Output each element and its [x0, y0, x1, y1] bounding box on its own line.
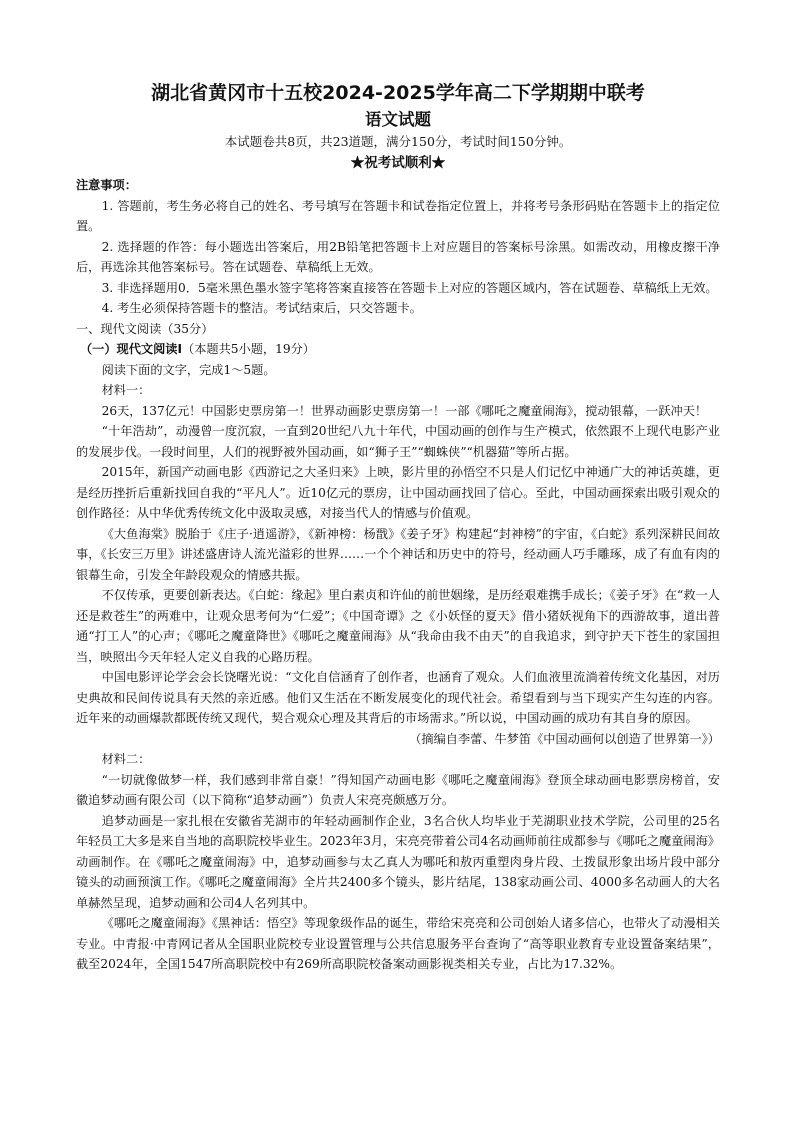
material-paragraph: 追梦动画是一家扎根在安徽省芜湖市的年轻动画制作企业，3名合伙人均毕业于芜湖职业技术学院，公司里的25名年轻员工大多是来自当地的高职院校毕业生。2023年3月，宋亮亮带着公司4名动画师前往成都参与《哪吒之魔童闹海》动画制作。在《哪吒之魔童闹海》中，追梦动画参与太乙真人为哪吒和敖丙重塑肉身片段、土拨鼠形象出场片段中部分镜头的动画预演工作。《哪吒之魔童闹海》全片共2400多个镜头，影片结尾，138家动画公司、4000多名动画人的大名单赫然呈现，追梦动画和公司4人名列其中。 — [76, 813, 720, 910]
notice-item: 3. 非选择题用0．5毫米黑色墨水签字笔将答案直接答在答题卡上对应的答题区域内，答在试题卷、草稿纸上无效。 — [101, 280, 718, 295]
notice-item: 4. 考生必须保持答题卡的整洁。考试结束后，只交答题卡。 — [101, 301, 422, 315]
material-paragraph: “一切就像做梦一样，我们感到非常自豪！”得知国产动画电影《哪吒之魔童闹海》登顶全球动画电影票房榜首，安徽追梦动画有限公司（以下简称“追梦动画”）负责人宋亮亮颇感万分。 — [76, 772, 720, 807]
material-paragraph: 2015年，新国产动画电影《西游记之大圣归来》上映，影片里的孙悟空不只是人们记忆中神通广大的神话英雄，更是经历挫折后重新找回自我的“平凡人”。近10亿元的票房，让中国动画找回了信心。至此，中国动画探索出吸引观众的创作路径：从中华优秀传统文化中汲取灵感，对接当代人的情感与价值观。 — [76, 465, 720, 520]
material-label: 材料一： — [101, 383, 151, 397]
material-paragraph: 不仅传承，更要创新表达。《白蛇：缘起》里白素贞和许仙的前世姻缘，是历经艰难携手成长；《姜子牙》在“救一人还是救苍生”的两难中，让观众思考何为“仁爱”；《中国奇谭》之《小妖怪的夏天》借小猪妖视角下的西游故事，道出普通“打工人”的心声；《哪吒之魔童降世》《哪吒之魔童闹海》从“我命由我不由天”的自我追求，到守护天下苍生的家国担当，映照出今天年轻人定义自我的心路历程。 — [76, 588, 720, 664]
exam-info: 本试题卷共8页，共23道题，满分150分，考试时间150分钟。 — [224, 134, 572, 149]
material-label: 材料二： — [101, 752, 151, 766]
material-source: （摘编自李蕾、牛梦笛《中国动画何以创造了世界第一》） — [409, 731, 720, 746]
material-paragraph: 26天，137亿元！中国影史票房第一！世界动画影史票房第一！一部《哪吒之魔童闹海》，搅动银幕，一跃冲天！ — [101, 403, 708, 418]
subsection-note: （本题共5小题，19分） — [182, 342, 315, 356]
material-paragraph: 中国电影评论学会会长饶曙光说：“文化自信涵育了创作者，也涵育了观众。人们血液里流淌着传统文化基因，对历史典故和民间传说具有天然的亲近感。他们又生活在不断发展变化的现代社会。希望看到与当下现实产生勾连的内容。近年来的动画爆款都既传统又现代，契合观众心理及其背后的市场需求。”所以说，中国动画的成功有其自身的原因。 — [76, 670, 720, 725]
notice-heading: 注意事项： — [76, 178, 137, 192]
notice-item: 2. 选择题的作答：每小题选出答案后，用2B铅笔把答题卡上对应题目的答案标号涂黑。如需改动，用橡皮擦干净后，再选涂其他答案标号。答在试题卷、草稿纸上无效。 — [76, 239, 720, 274]
section-heading: 一、现代文阅读（35分） — [76, 321, 214, 336]
subsection-title: （一）现代文阅读Ⅰ — [80, 342, 183, 356]
material-paragraph: 《哪吒之魔童闹海》《黑神话：悟空》等现象级作品的诞生，带给宋亮亮和公司创始人诸多信心，也带火了动漫相关专业。中青报·中青网记者从全国职业院校专业设置管理与公共信息服务平台查询了“高等职业教育专业设置备案结果”，截至2024年，全国1547所高职院校中有269所高职院校备案动画影视类相关专业，占比为17.32%。 — [76, 916, 720, 971]
exam-title: 湖北省黄冈市十五校2024-2025学年高二下学期期中联考 — [151, 82, 645, 104]
good-luck-line: ★祝考试顺利★ — [350, 154, 446, 171]
notice-item: 1. 答题前，考生务必将自己的姓名、考号填写在答题卡和试卷指定位置上，并将考号条形码贴在答题卡上的指定位置。 — [76, 198, 720, 233]
reading-instruction: 阅读下面的文字，完成1～5题。 — [101, 362, 276, 377]
subsection-heading — [76, 339, 720, 360]
material-paragraph: “十年浩劫”，动漫曾一度沉寂，一直到20世纪八九十年代，中国动画的创作与生产模式，依然跟不上现代电影产业的发展步伐。一段时间里，人们的视野被外国动画，如“狮子王”“蜘蛛侠”“机器猫”等所占据。 — [76, 424, 720, 459]
exam-subject: 语文试题 — [365, 110, 431, 129]
material-paragraph: 《大鱼海棠》脱胎于《庄子·逍遥游》，《新神榜：杨戬》《姜子牙》构建起“封神榜”的宇宙，《白蛇》系列深耕民间故事，《长安三万里》讲述盛唐诗人流光溢彩的世界……一个个神话和历史中的符号，经动画人巧手雕琢，成了有血有肉的银幕生命，引发全年龄段观众的情感共振。 — [76, 526, 720, 582]
